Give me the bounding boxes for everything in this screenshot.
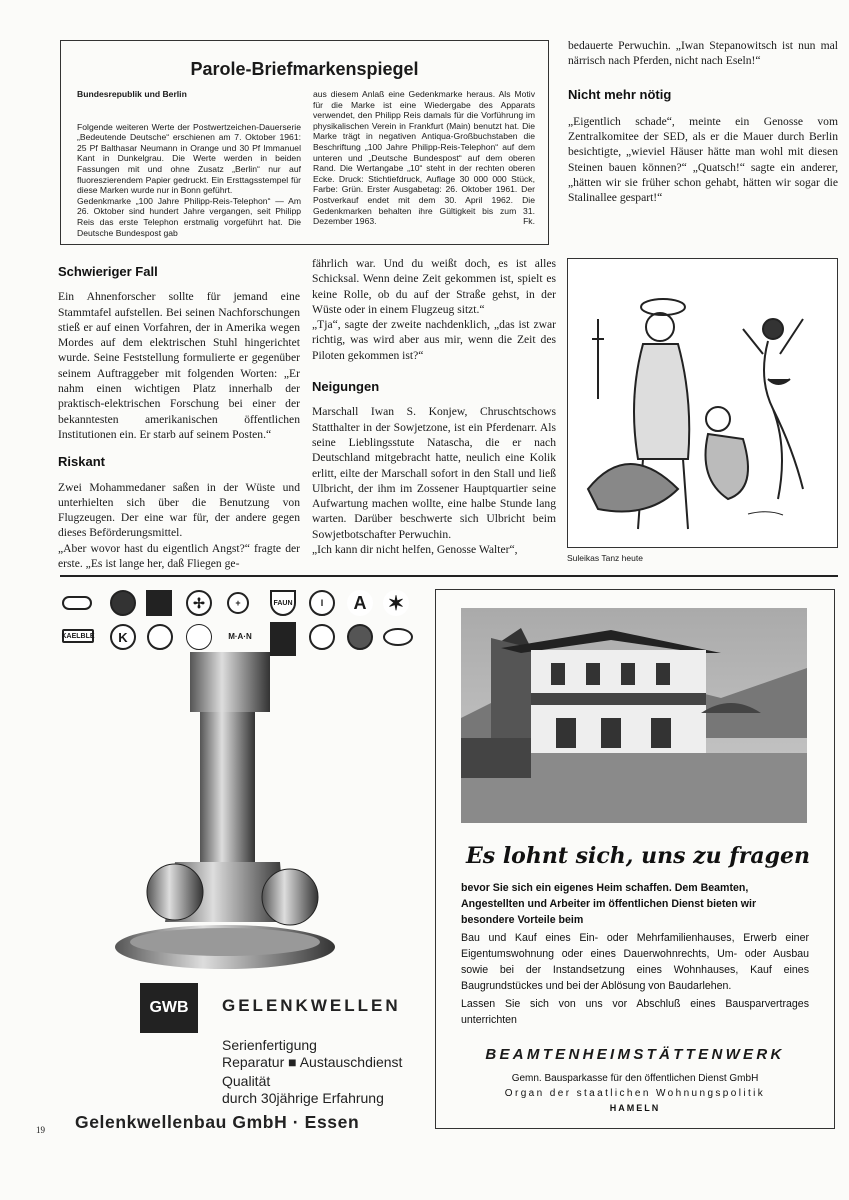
article-heading: Neigungen [312,379,380,395]
page-number: 19 [36,1125,45,1135]
logo-striped [347,624,373,650]
stamp-paragraph: Gedenkmarke „100 Jahre Philipp-Reis-Telephon“ — Am 26. Oktober sind hundert Jahre vergangen, seit Philipp Reis das erste Telephon erstmalig vorgeführt hat. Die Deutsche Bundespost gab [77,195,301,238]
logo-castle [309,624,335,650]
gwb-brand: GELENKWELLEN [222,996,401,1015]
gwb-logo: GWB [140,983,198,1033]
gwb-line: Serienfertigung [222,1037,317,1053]
right-column-top [568,38,838,206]
article-text: bedauerte Perwuchin. „Iwan Stepanowitsch ist nun mal närrisch nach Pferden, nicht nach Eseln!“ [568,39,838,68]
middle-column [312,256,556,557]
audi-logo [62,596,92,610]
article-text: Marschall Iwan S. Konjew, Chruschtschows Statthalter in der Sowjetzone, ist ein Pferdenarr. Als seine Lieblingsstute Natascha, die er nach Deutschland mitgebracht hatte, neulich eine Kolik erlitt, eilte der Marschall sofort in den Stall und ließ Ulbricht, der ihm im Zossener Hauptquartier seine Aufwartung machen wollte, eine halbe Stunde lang warten. Darüber beschwerte sich Ulbricht beim Sowjetbotschafter Perwuchin. [312,405,556,541]
logo-wing [383,628,413,646]
article-text: „Ich kann dir nicht helfen, Genosse Walter“, [312,543,518,557]
logo-star-h: ✶ [383,590,409,616]
bhw-footer [440,1071,830,1116]
hanomag-logo [146,590,172,616]
faun-logo: FAUN [270,590,296,616]
stamp-signature: Fk. [523,216,535,227]
gwb-services [222,1037,402,1106]
gwb-line: durch 30jährige Erfahrung [222,1089,384,1106]
article-heading: Schwieriger Fall [58,264,158,279]
krupp-logo: K [110,624,136,650]
article-text: fährlich war. Und du weißt doch, es ist alles Schicksal. Wenn deine Zeit gekommen ist, spielt es keine Rolle, ob du auf der Straße gehst, in der Wüste oder in einem Flugzeug sitzt.“ [312,257,556,316]
house-photo [461,608,807,823]
stamp-column-box [60,40,549,245]
divider [60,575,838,577]
bmw-logo [110,590,136,616]
bhw-city: HAMELN [609,1103,661,1113]
article-heading: Riskant [58,454,105,470]
stamp-title: Parole-Briefmarkenspiegel [190,59,419,79]
daf-logo: + [227,592,249,614]
stamp-right-column [313,89,535,227]
stamp-left-column [77,89,301,238]
stamp-subheading: Bundesrepublik und Berlin [77,89,187,99]
cartoon-caption: Suleikas Tanz heute [567,553,643,563]
bhw-sub: Organ der staatlichen Wohnungspolitik [504,1088,766,1099]
bhw-headline: Es lohnt sich, uns zu fragen [466,843,810,869]
article-text: „Aber wovor hast du eigentlich Angst?“ fragte der erste. „Es ist lange her, daß Fliegen ge- [58,541,300,571]
bhw-text: Bau und Kauf eines Ein- oder Mehrfamilienhauses, Erwerb einer Eigentumswohnung oder eines Dauerwohnrechts, Um- oder Ausbau sowie bei der Instandsetzung eines Wohnhauses, Kauf eines Baugrundstückes und bei der Ablösung von Baudarlehen. [461,932,809,992]
article-text: „Tja“, sagte der zweite nachdenklich, „das ist zwar richtig, was wird aber aus mir, wenn die Zeit des Piloten gekommen ist?“ [312,318,556,362]
cardan-shaft-image [105,652,355,977]
man-logo: M·A·N [228,631,252,641]
article-heading: Nicht mehr nötig [568,86,672,102]
gwb-line: Qualität [222,1073,271,1089]
logo-tower [270,622,296,656]
cartoon-illustration [567,258,838,548]
gwb-company: Gelenkwellenbau GmbH · Essen [75,1112,360,1132]
article-text: Ein Ahnenforscher sollte für jemand eine Stammtafel aufstellen. Bei seinen Nachforschungen stieß er auf einen Vorfahren, der in Amerika wegen Mordes auf dem elektrischen Stuhl hingerichtet wurde. Seine Feststellung formulierte er gegenüber seinem Auftraggeber mit folgenden Worten: „Er nahm einen wichtigen Platz innerhalb der praktisch-elektrischen Forschung bei einer der bekanntesten amerikanischen öffentlichen Institutionen ein. Er starb auf seinem Posten.“ [58,290,300,441]
logo-i: I [309,590,335,616]
cartoon-drawing [568,259,836,546]
bhw-body [461,880,809,1028]
bhw-bold-text: bevor Sie sich ein eigenes Heim schaffen. Dem Beamten, Angestellten und Arbeiter im öffentlichen Dienst bieten wir besondere Vorteile beim [461,882,757,926]
stamp-paragraph: aus diesem Anlaß eine Gedenkmarke heraus. Als Motiv für die Marke ist eine Wiedergabe des Apparats verwendet, den Philipp Reis damals für die Vorführung im physikalischen Verein in Frankfurt (Main) benutzt hat. Die Marke trägt in negativen Antiqua-Großbuchstaben die Beschriftung „100 Jahre Philipp-Reis-Telephon“ auf dem unteren und „Deutsche Bundespost“ auf dem oberen Rand. Die Wertangabe „10“ steht in der rechten oberen Ecke. Druck: Stichtiefdruck, Auflage 30 000 000 Stück, Farbe: Grün. Erster Ausgabetag: 26. Oktober 1961. Der Postverkauf endet mit dem 30. April 1962. Die Gedenkmarken behalten ihre Gültigkeit bis zum 31. Dezember 1963. [313,89,535,227]
left-column [58,264,300,571]
gwb-line: Reparatur ■ Austauschdienst [222,1053,403,1070]
article-text: Zwei Mohammedaner saßen in der Wüste und unterhielten sich über die Benutzung von Flugzeugen. Der eine war für, der andere gegen dieses Beförderungsmittel. [58,480,300,540]
bhw-text: Lassen Sie sich von uns vor Abschluß eines Bausparvertrages unterrichten [461,998,809,1026]
logo-a: A [347,590,373,616]
logo-rings [186,624,212,650]
stamp-paragraph: Folgende weiteren Werte der Postwertzeichen-Dauerserie „Bedeutende Deutsche“ erschienen am 7. Oktober 1961: 25 Pf Balthasar Neumann in Orange und 30 Pf Immanuel Kant in Dunkelgrau. Die Werte werden in beiden Fassungen mit und ohne Zusatz „Berlin“ nur auf fluoreszierendem Papier gedruckt. Ein Ersttagsstempel für diese Marken wurde nur in Bonn geführt. [77,121,301,196]
kaelble-logo: KAELBLE [62,629,94,643]
bhw-sub: Gemn. Bausparkasse für den öffentlichen Dienst GmbH [511,1073,759,1084]
logo-round [147,624,173,650]
bhw-brand: BEAMTENHEIMSTÄTTENWERK [485,1046,785,1063]
mercedes-logo: ✢ [186,590,212,616]
article-text: „Eigentlich schade“, meinte ein Genosse vom Zentralkomitee der SED, als er die Mauer durch Berlin besichtigte, „wieviel Häuser hätte man wohl mit diesen Steinen bauen können?“ „Quatsch!“ sagte ein anderer, „hätten wir sie früher schon gehabt, hätten wir sogar die Stalinallee gespart!“ [568,114,838,205]
